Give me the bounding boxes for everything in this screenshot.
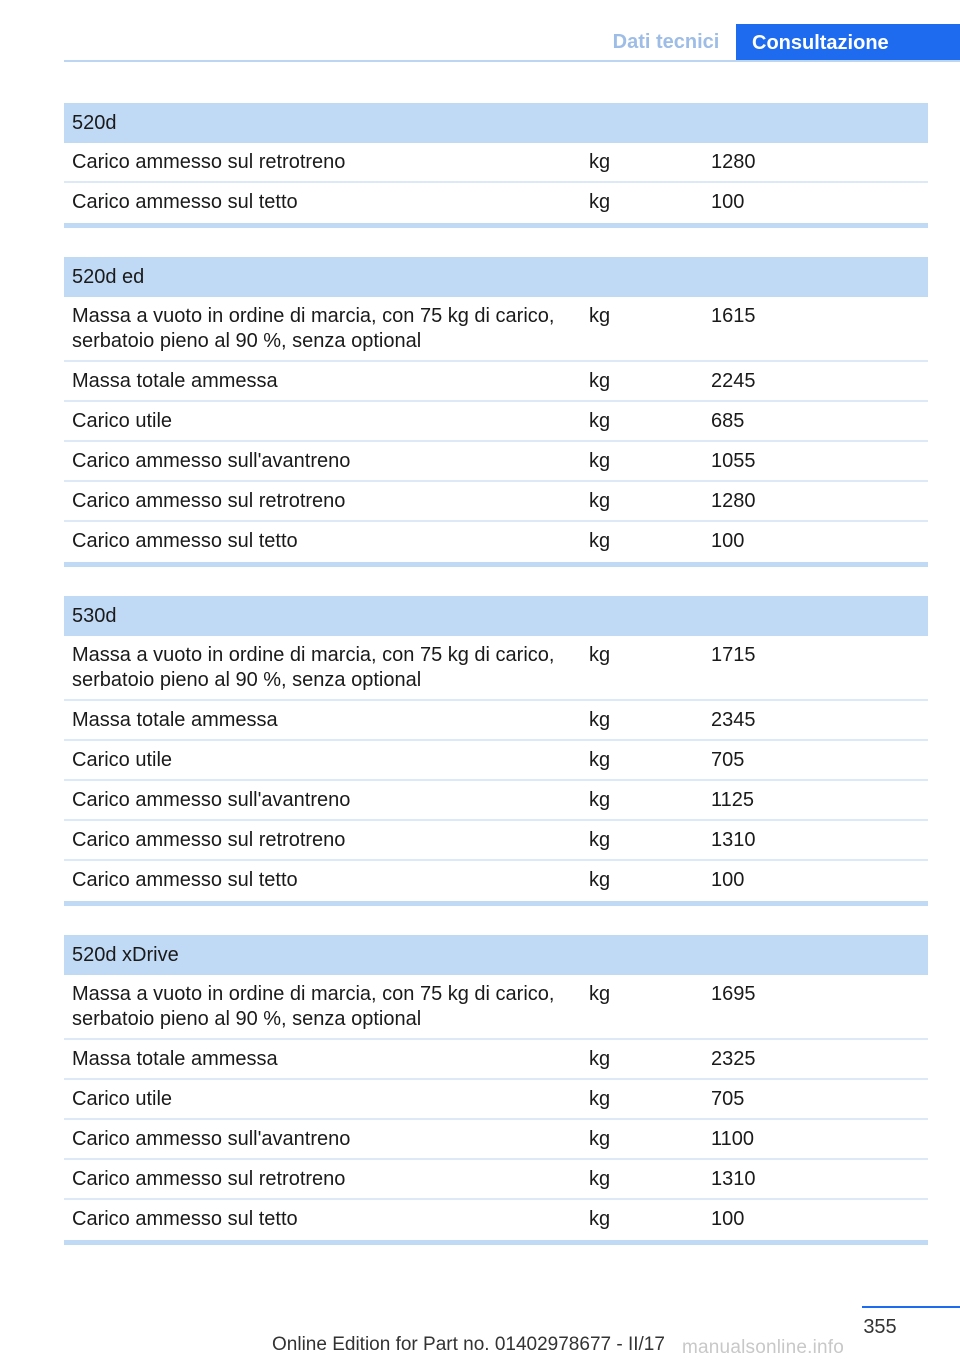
row-unit: kg <box>589 305 611 327</box>
table-row <box>64 861 928 906</box>
row-value: 1280 <box>711 490 756 512</box>
table-row <box>64 402 928 442</box>
row-value: 1615 <box>711 305 756 327</box>
row-unit: kg <box>589 829 611 851</box>
row-label: Massa totale ammessa <box>72 370 278 392</box>
row-label: Carico ammesso sull'avantreno <box>72 789 351 811</box>
row-unit: kg <box>589 370 611 392</box>
table-row <box>64 1120 928 1160</box>
table-row <box>64 1160 928 1200</box>
spec-table <box>64 596 928 906</box>
row-label: Carico ammesso sul tetto <box>72 869 298 891</box>
row-label: Carico ammesso sul tetto <box>72 1208 298 1230</box>
table-row <box>64 701 928 741</box>
table-row <box>64 975 928 1040</box>
table-row <box>64 1040 928 1080</box>
table-row <box>64 143 928 183</box>
page-number: 355 <box>863 1316 897 1338</box>
row-label: Massa a vuoto in ordine di marcia, con 75 kg di carico, serbatoio pieno al 90 %, senza optional <box>72 983 555 1030</box>
row-unit: kg <box>589 151 611 173</box>
row-value: 100 <box>711 530 745 552</box>
row-value: 1100 <box>711 1128 755 1150</box>
table-row <box>64 1200 928 1245</box>
row-unit: kg <box>589 749 611 771</box>
row-unit: kg <box>589 191 611 213</box>
row-unit: kg <box>589 1088 611 1110</box>
spec-table <box>64 935 928 1245</box>
row-value: 2325 <box>711 1048 756 1070</box>
row-value: 1125 <box>711 789 755 811</box>
table-row <box>64 821 928 861</box>
spec-table <box>64 257 928 567</box>
row-value: 2345 <box>711 709 756 731</box>
page-number-rule <box>862 1306 960 1308</box>
row-value: 705 <box>711 1088 745 1110</box>
row-value: 1695 <box>711 983 756 1005</box>
row-value: 100 <box>711 191 745 213</box>
table-row <box>64 442 928 482</box>
row-value: 705 <box>711 749 745 771</box>
row-label: Carico ammesso sul retrotreno <box>72 829 346 851</box>
row-label: Carico ammesso sul retrotreno <box>72 151 346 173</box>
watermark: manualsonline.info <box>682 1337 845 1358</box>
row-value: 685 <box>711 410 745 432</box>
table-row <box>64 183 928 228</box>
row-value: 1280 <box>711 151 756 173</box>
row-label: Carico ammesso sul retrotreno <box>72 490 346 512</box>
row-label: Massa totale ammessa <box>72 1048 278 1070</box>
row-label: Carico utile <box>72 749 173 771</box>
row-label: Carico utile <box>72 1088 173 1110</box>
row-unit: kg <box>589 1168 611 1190</box>
row-unit: kg <box>589 1048 611 1070</box>
table-row <box>64 741 928 781</box>
table-row <box>64 781 928 821</box>
tab-dati-tecnici[interactable]: Dati tecnici <box>612 31 720 53</box>
table-row <box>64 1080 928 1120</box>
row-unit: kg <box>589 644 611 666</box>
row-label: Carico utile <box>72 410 173 432</box>
row-label: Carico ammesso sull'avantreno <box>72 450 351 472</box>
row-value: 100 <box>711 869 745 891</box>
table-title: 530d <box>64 596 928 636</box>
row-value: 1310 <box>711 829 756 851</box>
row-label: Massa totale ammessa <box>72 709 278 731</box>
edition-footer: Online Edition for Part no. 01402978677 - II/17 <box>272 1334 665 1355</box>
table-row <box>64 482 928 522</box>
row-label: Carico ammesso sull'avantreno <box>72 1128 351 1150</box>
row-unit: kg <box>589 490 611 512</box>
row-unit: kg <box>589 410 611 432</box>
row-unit: kg <box>589 1128 611 1150</box>
row-value: 1310 <box>711 1168 756 1190</box>
row-label: Carico ammesso sul retrotreno <box>72 1168 346 1190</box>
row-value: 100 <box>711 1208 745 1230</box>
table-title: 520d <box>64 103 928 143</box>
row-label: Carico ammesso sul tetto <box>72 191 298 213</box>
row-value: 2245 <box>711 370 756 392</box>
tab-consultazione[interactable]: Consultazione <box>736 24 960 62</box>
row-unit: kg <box>589 983 611 1005</box>
row-unit: kg <box>589 709 611 731</box>
row-unit: kg <box>589 869 611 891</box>
row-value: 1715 <box>711 644 756 666</box>
table-title: 520d ed <box>64 257 928 297</box>
row-unit: kg <box>589 450 611 472</box>
table-row <box>64 522 928 567</box>
spec-table <box>64 103 928 228</box>
row-unit: kg <box>589 1208 611 1230</box>
page-header <box>0 0 960 62</box>
table-row <box>64 297 928 362</box>
table-title: 520d xDrive <box>64 935 928 975</box>
header-divider <box>64 60 960 62</box>
row-unit: kg <box>589 789 611 811</box>
table-row <box>64 636 928 701</box>
row-label: Massa a vuoto in ordine di marcia, con 75 kg di carico, serbatoio pieno al 90 %, senza optional <box>72 305 555 352</box>
row-label: Carico ammesso sul tetto <box>72 530 298 552</box>
row-label: Massa a vuoto in ordine di marcia, con 75 kg di carico, serbatoio pieno al 90 %, senza optional <box>72 644 555 691</box>
row-value: 1055 <box>711 450 756 472</box>
row-unit: kg <box>589 530 611 552</box>
table-row <box>64 362 928 402</box>
specs-tables <box>64 103 928 1274</box>
